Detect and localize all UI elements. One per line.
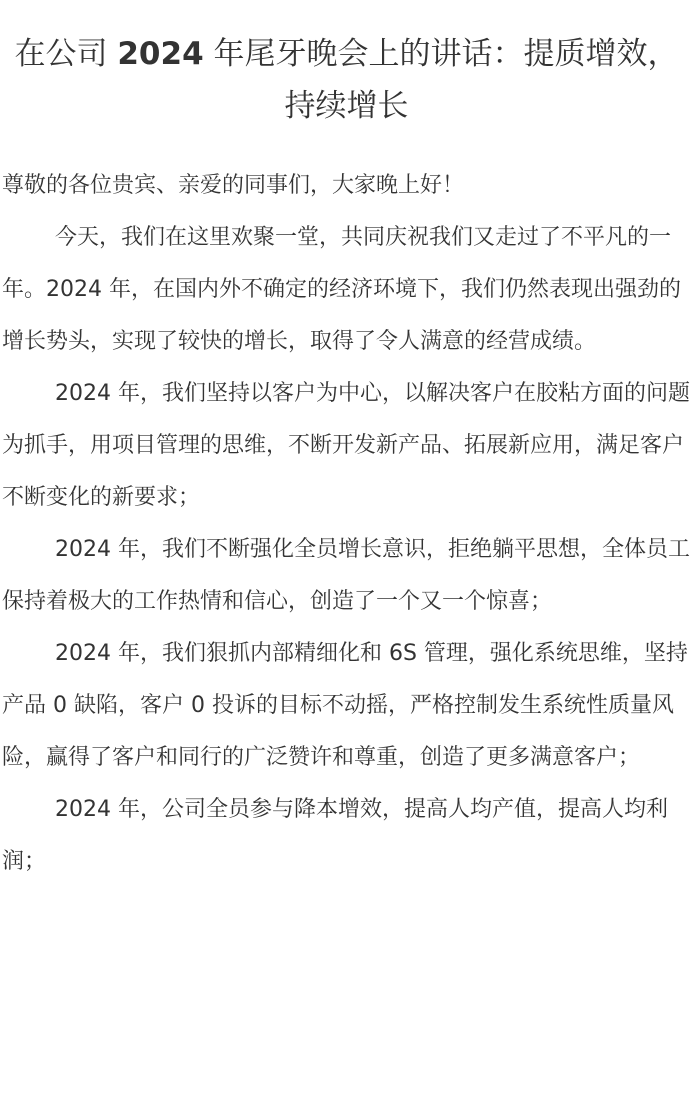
body-paragraph: 2024 年，我们坚持以客户为中心，以解决客户在胶粘方面的问题为抓手，用项目管理的思维，不断开发新产品、拓展新应用，满足客户不断变化的新要求； bbox=[2, 381, 690, 510]
title-suffix: 年尾牙晚会上的讲话：提质增效，持续增长 bbox=[203, 36, 679, 124]
body-paragraph: 2024 年，我们狠抓内部精细化和 6S 管理，强化系统思维，坚持产品 0 缺陷，客户 0 投诉的目标不动摇，严格控制发生系统性质量风险，赢得了客户和同行的广泛赞许和尊重，创造了更多满意客户； bbox=[2, 641, 688, 770]
body-paragraph: 今天，我们在这里欢聚一堂，共同庆祝我们又走过了不平凡的一年。2024 年，在国内外不确定的经济环境下，我们仍然表现出强劲的增长势头，实现了较快的增长，取得了令人满意的经营成绩。 bbox=[2, 225, 681, 354]
greeting-paragraph: 尊敬的各位贵宾、亲爱的同事们，大家晚上好！ bbox=[2, 173, 465, 198]
article-title bbox=[0, 28, 693, 132]
body-paragraph: 2024 年，我们不断强化全员增长意识，拒绝躺平思想，全体员工保持着极大的工作热情和信心，创造了一个又一个惊喜； bbox=[2, 537, 690, 614]
title-prefix: 在公司 bbox=[14, 36, 108, 72]
article-body bbox=[0, 160, 693, 888]
body-paragraph: 2024 年，公司全员参与降本增效，提高人均产值，提高人均利润； bbox=[2, 797, 668, 874]
title-year: 2024 bbox=[117, 36, 204, 72]
